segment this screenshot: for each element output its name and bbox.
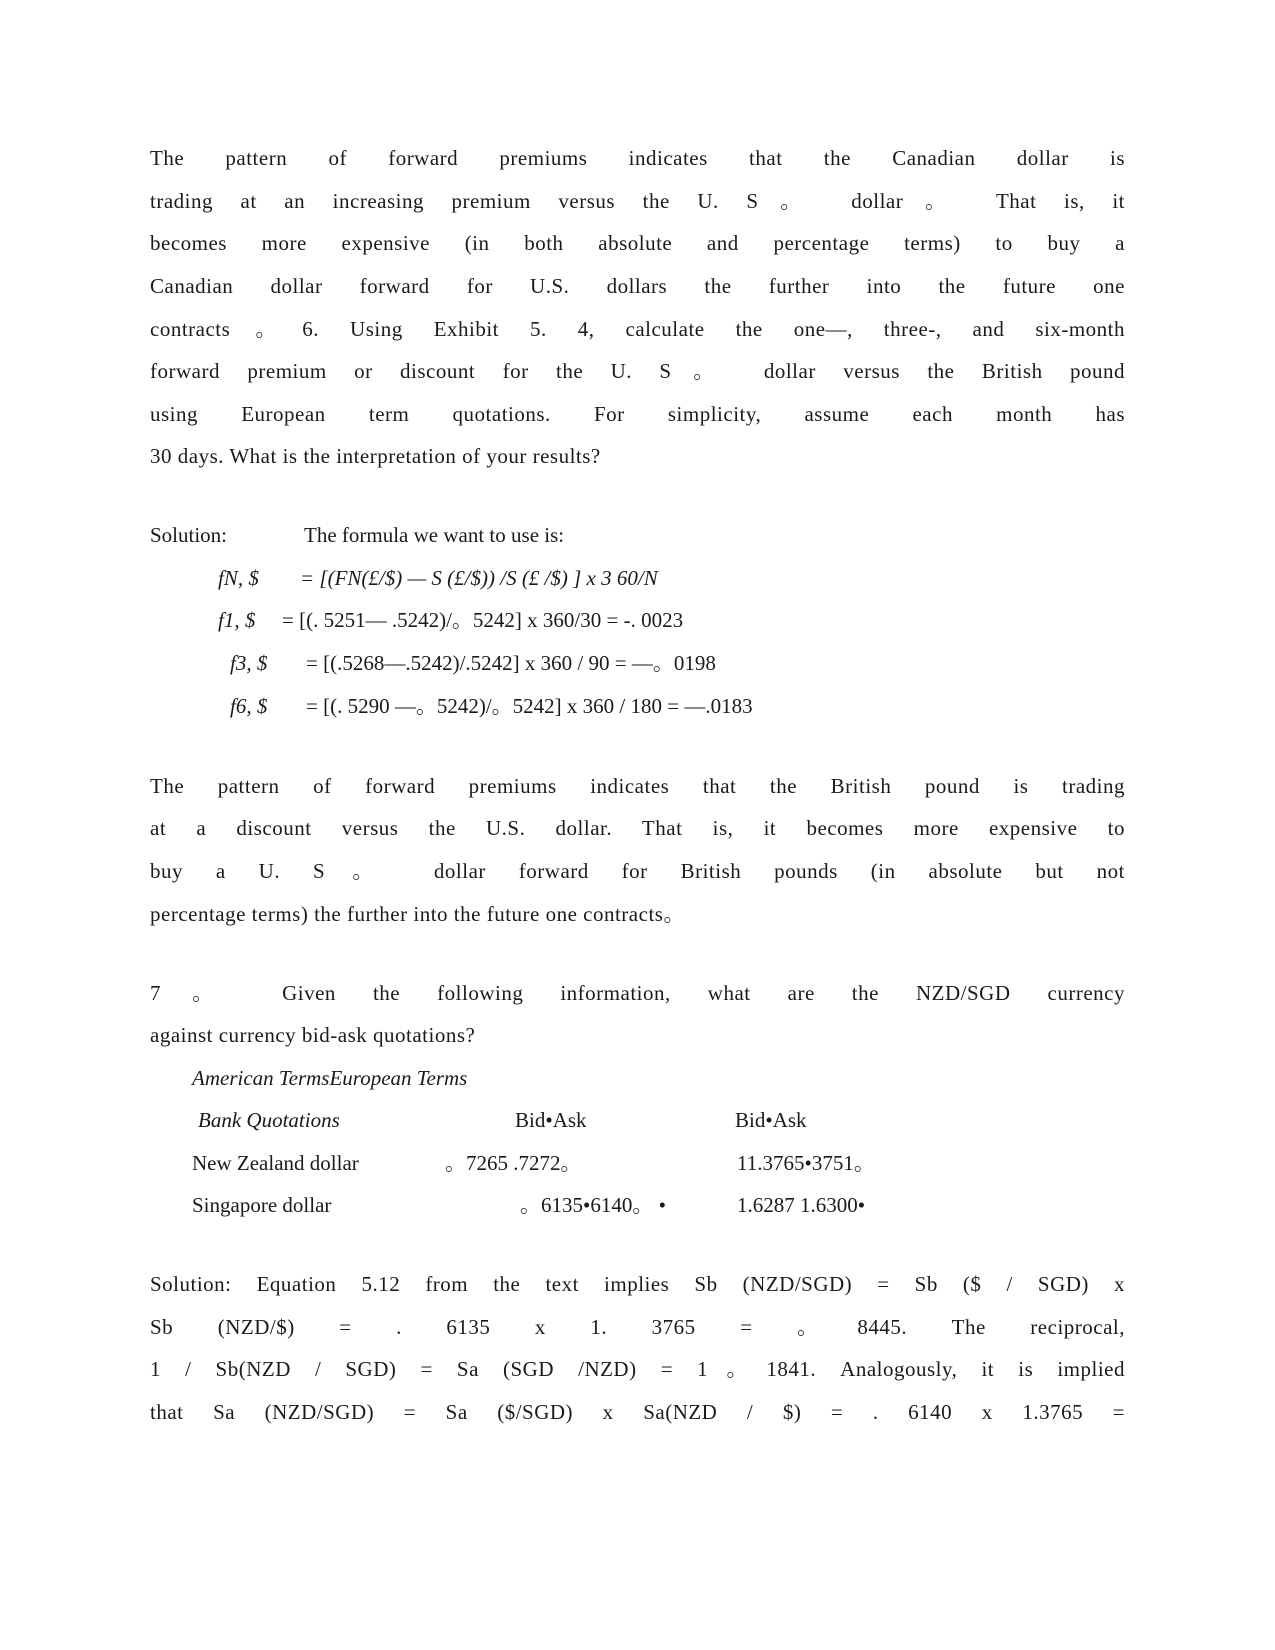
paragraph-line: percentage terms) the further into the future one contracts。 xyxy=(150,902,685,926)
formula-expression: = [(FN(£/$) — S (£/$)) /S (£ /$) ] x 3 60/N xyxy=(300,566,658,590)
formula-expression: = [(. 5251— .5242)/。5242] x 360/30 = -. 0023 xyxy=(282,608,684,632)
formula-label: f3, $ xyxy=(230,651,268,675)
table-row-name: New Zealand dollar xyxy=(192,1151,359,1175)
solution-line: Sb (NZD/$) = . 6135 x 1. 3765 = 。8445. The reciprocal, xyxy=(150,1315,1125,1339)
question-line: 7。 Given the following information, what are the NZD/SGD currency xyxy=(150,981,1125,1005)
formula-label: f6, $ xyxy=(230,694,268,718)
table-col-bank: Bank Quotations xyxy=(198,1108,340,1132)
paragraph-line: using European term quotations. For simplicity, assume each month has xyxy=(150,402,1125,426)
solution-line: 1 / Sb(NZD / SGD) = Sa (SGD /NZD) = 1。1841. Analogously, it is implied xyxy=(150,1357,1125,1381)
solution-intro: The formula we want to use is: xyxy=(304,523,565,547)
solution-line: Solution: Equation 5.12 from the text implies Sb (NZD/SGD) = Sb ($ / SGD) x xyxy=(150,1272,1125,1296)
formula-label: fN, $ xyxy=(218,566,259,590)
table-col-american: Bid•Ask xyxy=(515,1108,587,1132)
paragraph-line: The pattern of forward premiums indicates that the Canadian dollar is xyxy=(150,146,1125,170)
paragraph-line: The pattern of forward premiums indicates that the British pound is trading xyxy=(150,774,1125,798)
table-row-european: 11.3765•3751。 xyxy=(737,1151,875,1175)
table-row-name: Singapore dollar xyxy=(192,1193,332,1217)
table-row-european: 1.6287 1.6300• xyxy=(737,1193,866,1217)
paragraph-line: becomes more expensive (in both absolute and percentage terms) to buy a xyxy=(150,231,1125,255)
formula-expression: = [(. 5290 —。5242)/。5242] x 360 / 180 = —.0183 xyxy=(306,694,753,718)
formula-label: f1, $ xyxy=(218,608,256,632)
paragraph-line: at a discount versus the U.S. dollar. That is, it becomes more expensive to xyxy=(150,816,1125,840)
table-header-top: American TermsEuropean Terms xyxy=(192,1066,468,1090)
table-row-american: 。6135•6140。 • xyxy=(520,1193,666,1217)
paragraph-line: trading at an increasing premium versus the U. S。 dollar。 That is, it xyxy=(150,189,1125,213)
formula-expression: = [(.5268—.5242)/.5242] x 360 / 90 = —。0198 xyxy=(306,651,716,675)
table-row-american: 。7265 .7272。 xyxy=(445,1151,582,1175)
solution-label: Solution: xyxy=(150,523,228,547)
question-line: against currency bid-ask quotations? xyxy=(150,1023,476,1047)
table-col-european: Bid•Ask xyxy=(735,1108,807,1132)
paragraph-line: forward premium or discount for the U. S。 dollar versus the British pound xyxy=(150,359,1125,383)
paragraph-line: Canadian dollar forward for U.S. dollars the further into the future one xyxy=(150,274,1125,298)
paragraph-line: contracts。6. Using Exhibit 5. 4, calculate the one—, three-, and six-month xyxy=(150,317,1125,341)
paragraph-line: buy a U. S。 dollar forward for British pounds (in absolute but not xyxy=(150,859,1125,883)
paragraph-line: 30 days. What is the interpretation of your results? xyxy=(150,444,601,468)
solution-line: that Sa (NZD/SGD) = Sa ($/SGD) x Sa(NZD / $) = . 6140 x 1.3765 = xyxy=(150,1400,1125,1424)
